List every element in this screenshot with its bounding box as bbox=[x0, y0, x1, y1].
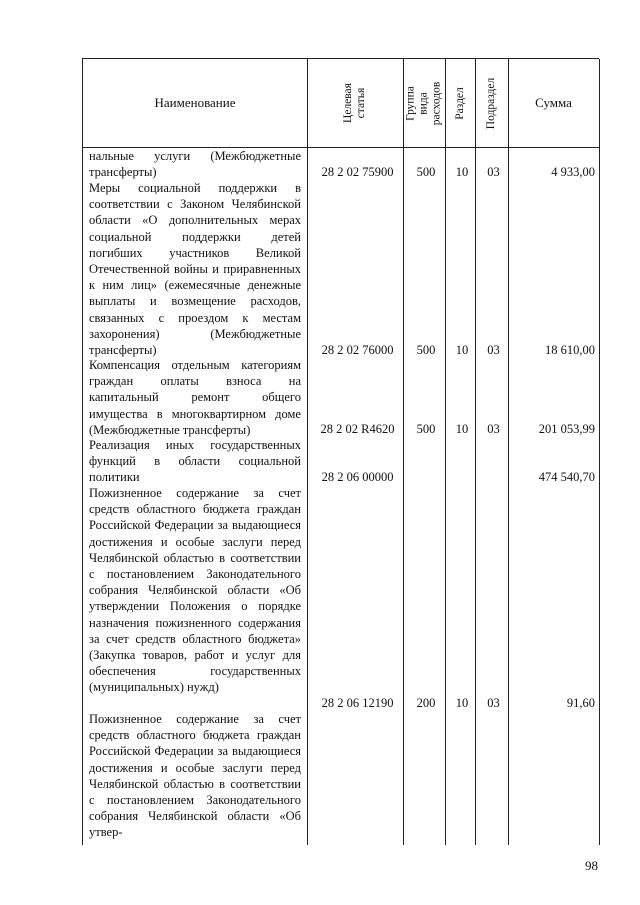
row-3-section: 10 bbox=[455, 422, 469, 436]
row-5-subsection: 03 bbox=[487, 696, 500, 710]
row-4-sum: 474 540,70 bbox=[538, 470, 595, 484]
page-number: 98 bbox=[585, 858, 598, 873]
header-subsection-label: Подраздел bbox=[485, 77, 497, 129]
col-divider bbox=[403, 59, 404, 845]
row-1-code: 28 2 02 75900 bbox=[321, 165, 394, 179]
row-5-code: 28 2 06 12190 bbox=[321, 696, 394, 710]
row-3-subsection: 03 bbox=[487, 422, 500, 436]
row-3-sum: 201 053,99 bbox=[538, 422, 595, 436]
row-4-code: 28 2 06 00000 bbox=[321, 470, 394, 484]
header-subsection bbox=[475, 59, 508, 147]
row-1-name: нальные услуги (Межбюджетные трансферты) bbox=[89, 149, 301, 180]
col-divider bbox=[599, 59, 600, 845]
row-2-group: 500 bbox=[416, 343, 436, 357]
row-5-section: 10 bbox=[455, 696, 469, 710]
row-5-sum: 91,60 bbox=[566, 696, 595, 710]
header-name: Наименование bbox=[154, 95, 236, 110]
row-3-code: 28 2 02 R4620 bbox=[320, 422, 395, 436]
row-2-sum: 18 610,00 bbox=[545, 343, 595, 357]
col-divider bbox=[307, 59, 308, 845]
row-2-code: 28 2 02 76000 bbox=[321, 343, 394, 357]
header-section bbox=[445, 59, 475, 147]
row-6-name: Пожизненное содержание за счет средств областного бюджета граждан Российской Федерации за выдающиеся достижения и особые заслуги перед Челябинской областью в соответствии с постановлением Законодательного собрания Челябинской области «Об утвер- bbox=[89, 712, 301, 840]
header-sum: Сумма bbox=[535, 95, 572, 110]
row-5-name: Пожизненное содержание за счет средств областного бюджета граждан Российской Федерации за выдающиеся достижения и особые заслуги перед Челябинской областью в соответствии с постановлением Законодательного собрания Челябинской области «Об утверждении Положения о порядке назначения пожизненного содержания за счет средств областного бюджета» (Закупка товаров, работ и услуг для обеспечения государственных (муниципальных) нужд) bbox=[89, 486, 301, 695]
row-2-subsection: 03 bbox=[487, 343, 500, 357]
row-1-group: 500 bbox=[416, 165, 436, 179]
budget-table bbox=[82, 58, 599, 845]
header-group-label: Группа вида расходов bbox=[404, 81, 443, 125]
row-3-name: Компенсация отдельным категориям граждан оплаты взноса на капитальный ремонт общего имущества в многоквартирном доме (Межбюджетные трансферты) bbox=[89, 358, 301, 437]
row-5-group: 200 bbox=[416, 696, 436, 710]
row-3-group: 500 bbox=[416, 422, 436, 436]
header-target-label: Целевая статья bbox=[342, 83, 367, 123]
row-4-name: Реализация иных государственных функций в области социальной политики bbox=[89, 438, 301, 485]
header-section-label: Раздел bbox=[453, 86, 466, 120]
row-2-section: 10 bbox=[455, 343, 469, 357]
header-group bbox=[403, 59, 445, 147]
header-target bbox=[307, 59, 403, 147]
row-2-name: Меры социальной поддержки в соответствии с Законом Челябинской области «О дополнительных мерах социальной поддержки детей погибших участников Великой Отечественной войны и приравненных к ним лиц» (ежемесячные денежные выплаты и возмещение расходов, связанных с проездом к местам захоронения) (Межбюджетные трансферты) bbox=[89, 181, 301, 358]
row-1-sum: 4 933,00 bbox=[551, 165, 595, 179]
row-1-section: 10 bbox=[455, 165, 469, 179]
row-1-subsection: 03 bbox=[487, 165, 500, 179]
